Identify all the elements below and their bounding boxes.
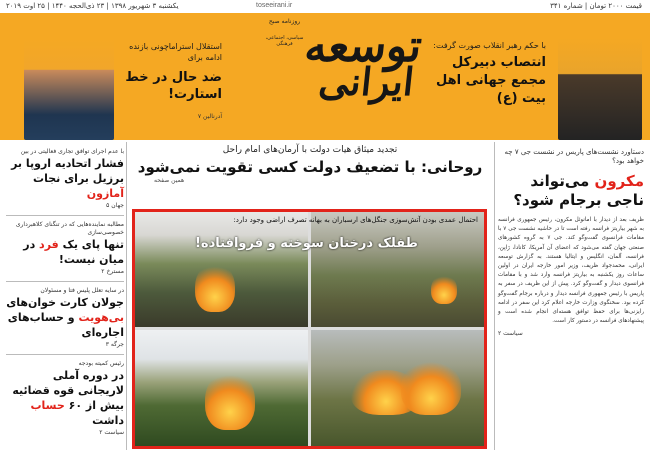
story-headline[interactable]: جولان کارت خوان‌های بی‌هویت و حساب‌های اجاره‌ای xyxy=(6,296,124,339)
leader-photo xyxy=(558,38,642,140)
story-page-ref: جرگه ۳ xyxy=(105,341,124,348)
story-kicker: مطالبه نماینده‌هایی که در تنگنای کلاهبرداری خصوصی‌سازی xyxy=(15,221,124,236)
story-headline[interactable]: مکرون می‌تواند ناجی برجام شود؟ xyxy=(513,172,644,209)
flame-icon xyxy=(401,360,461,415)
story-page-ref: مسترخ ۲ xyxy=(101,268,124,275)
story-page-ref: جهان ۵ xyxy=(106,202,124,209)
lead-headline[interactable]: روحانی: با تضعیف دولت کسی تقویت نمی‌شود xyxy=(137,158,483,176)
story-headline[interactable]: انتصاب دبیرکل مجمع جهانی اهل بیت (ع) xyxy=(435,55,546,106)
story-headline[interactable]: فشار اتحادیه اروپا بر برزیل برای نجات آمازون xyxy=(11,157,124,200)
right-column-story[interactable] xyxy=(498,148,644,337)
masthead-right-story[interactable] xyxy=(416,41,546,140)
story-kicker: با عدم اجرای توافق تجاری فعالیتی در بین xyxy=(20,148,124,155)
masthead xyxy=(0,13,650,140)
logo-word-irani: ایرانی xyxy=(316,59,417,104)
divider xyxy=(6,215,124,216)
coach-photo xyxy=(24,39,114,140)
story-headline[interactable]: ضد حال در خط استارت! xyxy=(125,70,222,102)
lead-page-ref: همین صفحه xyxy=(154,177,185,184)
story-kicker: با حکم رهبر انقلاب صورت گرفت: xyxy=(433,41,546,50)
story-body: ظریف بعد از دیدار با امانوئل مکرون، رئیس جمهوری فرانسه به شهر بیاریتز فرانسه رفته است تا در حاشیه نشست جی ۷ با مقامات فرانسوی گفت‌وگو کند. جی ۷ به گروه کشورهای صنعتی جهان گفته می‌شود که اعضای آن آمریکا، کانادا، ژاپن، فرانسه، آلمان، انگلیس و ایتالیا هستند. به گزارش توسعه ایرانی، محمدجواد ظریف، وزیر امور خارجه ایران در اولین ساعات روز یکشنبه به بیاریتز فرانسه وارد شد و با مقامات فرانسوی دیدار و گفت‌وگو کرد. پیش از این ظریف در سفر به پاریس با رئیس جمهوری فرانسه دیدار و درباره برجام گفت‌وگو کرده بود. سخنگوی وزارت خارجه اعلام کرد این سفر در ادامه رایزنی‌ها برای حفظ توافق هسته‌ای انجام شده است و پیشنهادهای فرانسه در دستور کار است. xyxy=(498,217,644,325)
column-divider xyxy=(494,142,495,450)
story-kicker: رئیس کمیته بودجه xyxy=(78,360,124,367)
story-page-ref: سیاست ۲ xyxy=(498,330,523,338)
list-item[interactable] xyxy=(6,360,124,436)
photo-caption: احتمال عمدی بودن آتش‌سوزی جنگل‌های ارسباران به بهانه تصرف اراضی وجود دارد: xyxy=(233,216,478,224)
newspaper-logo xyxy=(262,15,425,115)
list-item[interactable] xyxy=(6,148,124,209)
story-kicker: دستاورد نشست‌های پاریس در نشست جی ۷ چه خواهد بود؟ xyxy=(504,148,644,165)
logo-word-tosee: توسعه xyxy=(302,21,425,72)
flame-icon xyxy=(195,262,235,312)
forest-fire-photo xyxy=(135,212,308,327)
forest-fire-photo xyxy=(135,330,308,446)
flame-icon xyxy=(431,274,457,304)
flame-icon xyxy=(205,370,255,430)
divider xyxy=(6,281,124,282)
story-kicker: در سایه تعلل پلیس فتا و مسئولان xyxy=(40,287,124,294)
forest-fire-photo xyxy=(311,330,484,446)
forest-fire-photo xyxy=(311,212,484,327)
lead-kicker: تجدید میثاق هیات دولت با آرمان‌های امام راحل xyxy=(222,145,398,155)
list-item[interactable] xyxy=(6,287,124,348)
lead-story[interactable] xyxy=(130,145,490,184)
story-headline[interactable]: در دوره آملی لاریجانی قوه قضائیه بیش از ۶۰ حساب داشت xyxy=(12,369,124,427)
site-url[interactable]: toseeirani.ir xyxy=(256,2,293,9)
column-divider xyxy=(126,142,127,450)
list-item[interactable] xyxy=(6,221,124,275)
issue-price-number: قیمت ۲۰۰۰ تومان | شماره ۳۴۱ xyxy=(550,2,642,10)
fire-photo-collage[interactable] xyxy=(132,209,487,449)
story-headline[interactable]: تنها پای یک فرد در میان نیست! xyxy=(23,238,124,266)
top-info-line xyxy=(0,0,650,12)
photo-overlay-title: طفلک درختان سوخته و فروافتاده! xyxy=(195,236,418,251)
story-page-ref: آدرنالین ۷ xyxy=(197,113,222,120)
divider xyxy=(6,354,124,355)
left-column xyxy=(6,148,124,442)
story-kicker: استقلال استراماچونی بازنده ادامه برای xyxy=(129,42,222,62)
logo-slogan: سیاسی، اجتماعی، فرهنگی xyxy=(265,35,304,47)
masthead-left-story[interactable] xyxy=(120,41,222,120)
logo-tag: روزنامه صبح xyxy=(268,18,301,25)
story-page-ref: سیاست ۲ xyxy=(99,429,124,436)
issue-date: یکشنبه ۳ شهریور ۱۳۹۸ | ۲۳ ذی‌الحجه ۱۴۴۰ | ۲۵ اوت ۲۰۱۹ xyxy=(6,2,179,10)
